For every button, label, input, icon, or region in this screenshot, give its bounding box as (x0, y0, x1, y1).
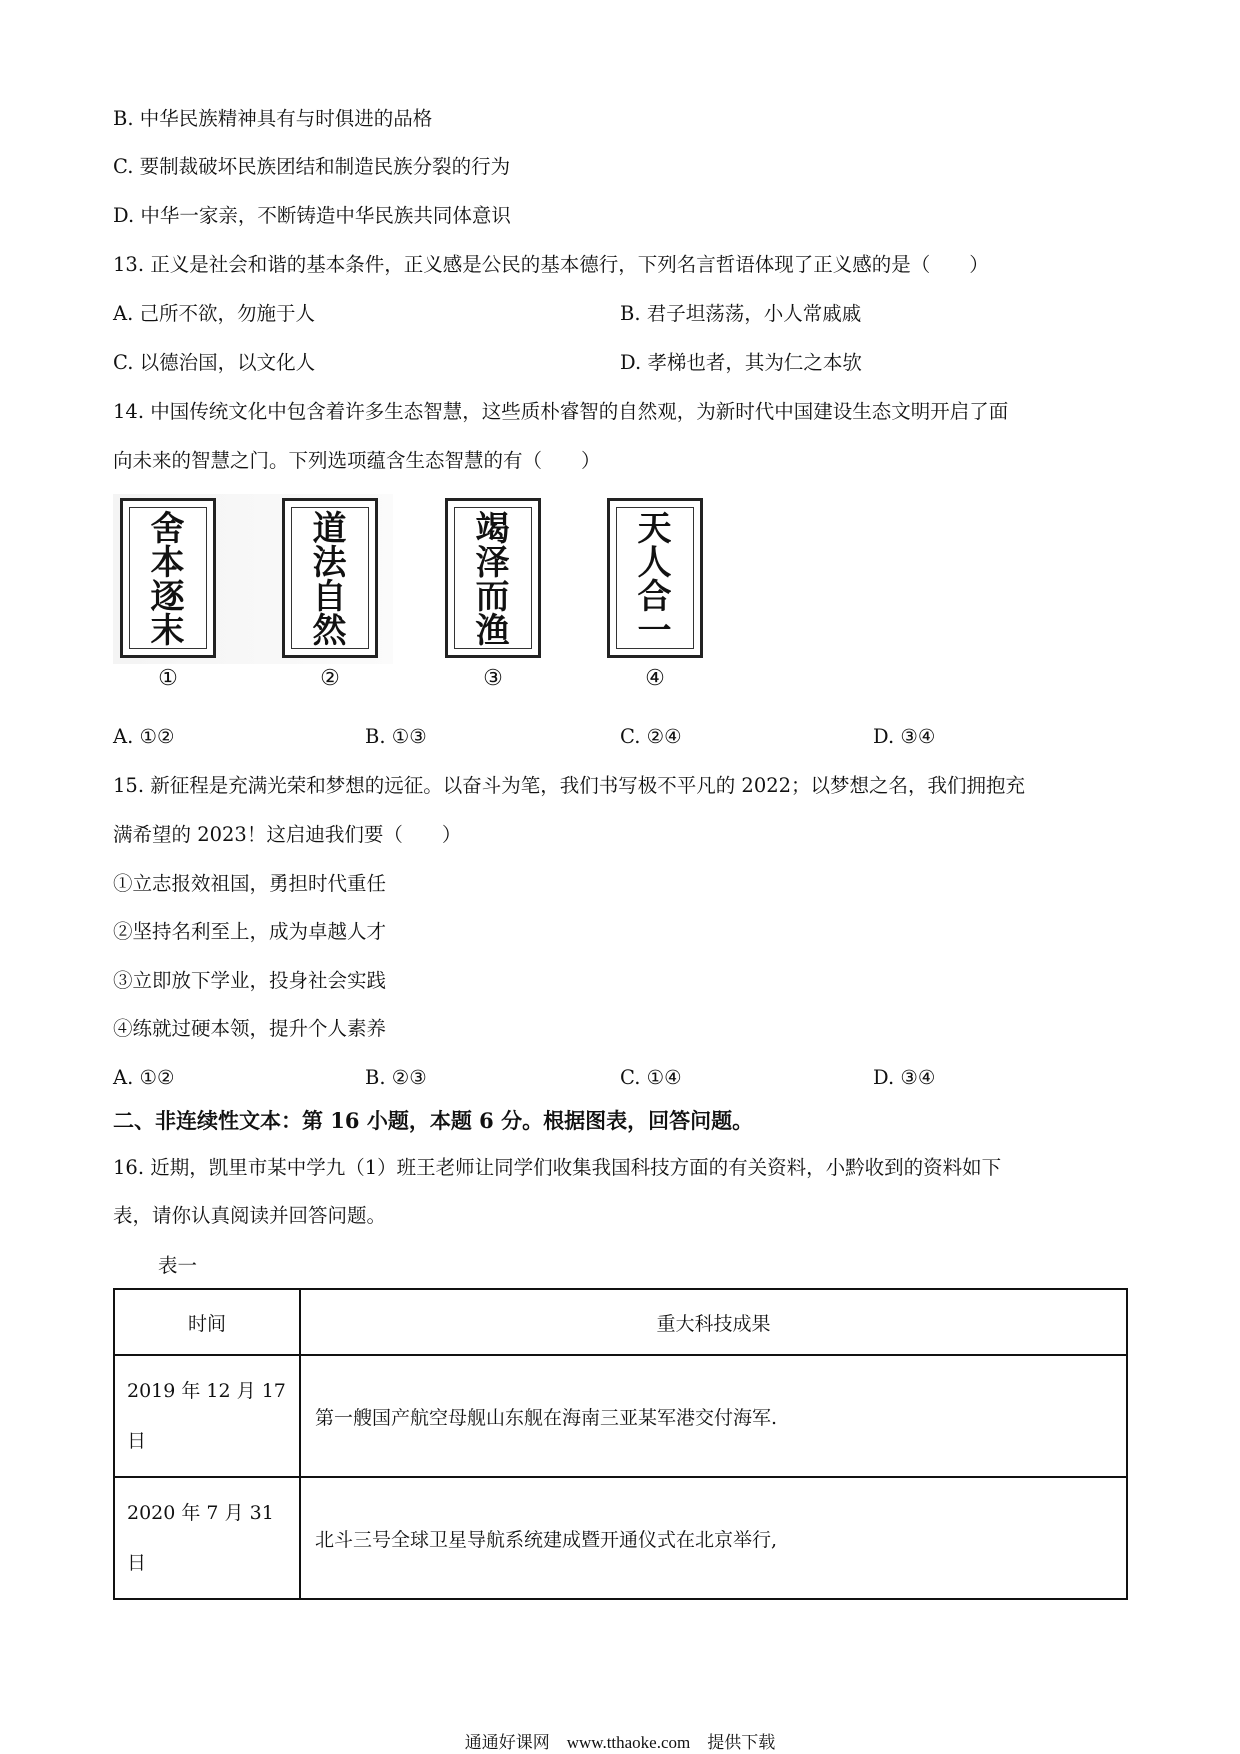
card-2 (278, 494, 382, 691)
q15-item-2: ②坚持名利至上，成为卓越人才 (113, 920, 387, 943)
cell-achievement: 第一艘国产航空母舰山东舰在海南三亚某军港交付海军. (300, 1355, 1127, 1477)
card-text: 道法自然 (306, 510, 346, 646)
table-header-row (114, 1289, 1127, 1355)
q15-item-4: ④练就过硬本领，提升个人素养 (113, 1017, 387, 1040)
q14-option-a: A. ①② (113, 725, 175, 748)
q13-option-b: B. 君子坦荡荡，小人常戚戚 (620, 302, 862, 325)
q15-item-1: ①立志报效祖国，勇担时代重任 (113, 872, 387, 895)
q15-option-b: B. ②③ (365, 1066, 427, 1089)
q15-stem-line1: 15. 新征程是充满光荣和梦想的远征。以奋斗为笔，我们书写极不平凡的 2022；以梦想之名，我们拥抱充 (113, 774, 1026, 797)
card-number: ② (320, 666, 340, 691)
card-3 (441, 494, 545, 691)
card-text: 舍本逐末 (144, 510, 184, 646)
q12-option-c: C. 要制裁破坏民族团结和制造民族分裂的行为 (113, 155, 511, 178)
footer-source: 通通好课网 www.tthaoke.com 提供下载 (464, 1733, 776, 1752)
q15-stem-line2: 满希望的 2023！这启迪我们要（ ） (113, 823, 462, 846)
card-4 (603, 494, 707, 691)
tech-achievements-table (113, 1288, 1128, 1600)
q14-option-d: D. ③④ (873, 725, 936, 748)
table-row (114, 1355, 1127, 1477)
q14-card-images (113, 494, 713, 694)
q12-option-b: B. 中华民族精神具有与时俱进的品格 (113, 107, 433, 130)
card-number: ④ (645, 666, 665, 691)
card-number: ③ (483, 666, 503, 691)
header-time: 时间 (114, 1289, 300, 1355)
q13-option-d: D. 孝梯也者，其为仁之本欤 (620, 351, 862, 374)
q13-option-a: A. 己所不欲，勿施于人 (113, 302, 315, 325)
q14-option-c: C. ②④ (620, 725, 682, 748)
card-1 (116, 494, 220, 691)
q13-option-c: C. 以德治国，以文化人 (113, 351, 316, 374)
card-text: 竭泽而渔 (469, 510, 509, 646)
q14-option-b: B. ①③ (365, 725, 427, 748)
q13-stem: 13. 正义是社会和谐的基本条件，正义感是公民的基本德行，下列名言哲语体现了正义感的是（ ） (113, 253, 989, 276)
q15-option-a: A. ①② (113, 1066, 175, 1089)
header-achievement: 重大科技成果 (300, 1289, 1127, 1355)
card-text: 天人合一 (631, 510, 671, 646)
q12-option-d: D. 中华一家亲，不断铸造中华民族共同体意识 (113, 204, 511, 227)
section-heading: 二、非连续性文本：第 16 小题，本题 6 分。根据图表，回答问题。 (113, 1108, 754, 1133)
q16-stem-line2: 表，请你认真阅读并回答问题。 (113, 1204, 387, 1227)
cell-achievement: 北斗三号全球卫星导航系统建成暨开通仪式在北京举行, (300, 1477, 1127, 1599)
q15-option-d: D. ③④ (873, 1066, 936, 1089)
cell-time: 2020 年 7 月 31 日 (114, 1477, 300, 1599)
cell-time: 2019 年 12 月 17 日 (114, 1355, 300, 1477)
q16-stem-line1: 16. 近期，凯里市某中学九（1）班王老师让同学们收集我国科技方面的有关资料，小黔收到的资料如下 (113, 1156, 1002, 1179)
q14-stem-line2: 向未来的智慧之门。下列选项蕴含生态智慧的有（ ） (113, 449, 601, 472)
table-caption: 表一 (158, 1254, 198, 1277)
table-row (114, 1477, 1127, 1599)
q14-stem-line1: 14. 中国传统文化中包含着许多生态智慧，这些质朴睿智的自然观，为新时代中国建设生态文明开启了面 (113, 400, 1009, 423)
card-number: ① (158, 666, 178, 691)
q15-item-3: ③立即放下学业，投身社会实践 (113, 969, 387, 992)
q15-option-c: C. ①④ (620, 1066, 682, 1089)
